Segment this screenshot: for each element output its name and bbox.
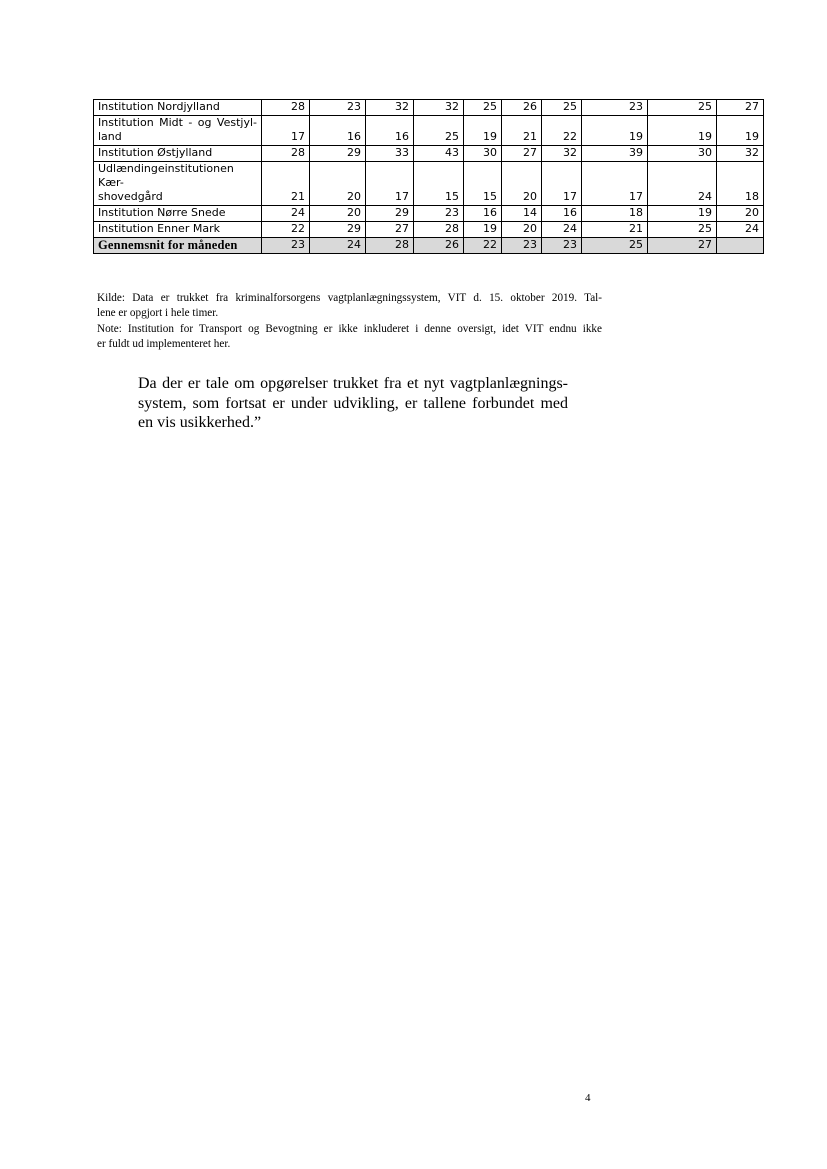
table-cell: 33 [366, 146, 414, 162]
table-cell: 19 [464, 116, 502, 146]
table-cell: 30 [648, 146, 717, 162]
table-cell [717, 238, 764, 254]
table-cell: 15 [414, 162, 464, 206]
table-cell: 24 [648, 162, 717, 206]
table-cell: 25 [414, 116, 464, 146]
average-label: Gennemsnit for måneden [94, 238, 262, 254]
table-cell: 19 [464, 222, 502, 238]
table-row [94, 146, 764, 162]
table-cell: 39 [582, 146, 648, 162]
institution-name: Udlændingeinstitutionen Kær- shovedgård [94, 162, 262, 206]
table-cell: 17 [582, 162, 648, 206]
table-cell: 25 [648, 100, 717, 116]
data-table [93, 99, 764, 254]
institution-name: Institution Nordjylland [94, 100, 262, 116]
table-cell: 28 [414, 222, 464, 238]
table-cell: 17 [262, 116, 310, 146]
table-cell: 27 [717, 100, 764, 116]
table-cell: 19 [582, 116, 648, 146]
table-cell: 28 [262, 146, 310, 162]
table-cell: 19 [648, 116, 717, 146]
table-cell: 23 [414, 206, 464, 222]
table-cell: 28 [262, 100, 310, 116]
table-cell: 24 [717, 222, 764, 238]
quote-text: Da der er tale om opgørelser trukket fra et nyt vagtplanlægnings- system, som fortsat er under udvikling, er tallene forbundet med en vis usikkerhed.” [138, 375, 568, 431]
table-cell: 16 [464, 206, 502, 222]
table-row [94, 100, 764, 116]
source-note: Kilde: Data er trukket fra kriminalforsorgens vagtplanlægningssystem, VIT d. 15. oktober 2019. Tal- lene er opgjort i hele timer. [97, 292, 602, 320]
table-cell: 27 [648, 238, 717, 254]
institution-name: Institution Østjylland [94, 146, 262, 162]
table-cell: 20 [502, 162, 542, 206]
table-cell: 24 [262, 206, 310, 222]
table-cell: 20 [310, 162, 366, 206]
table-cell: 17 [366, 162, 414, 206]
table-cell: 23 [582, 100, 648, 116]
table-cell: 25 [582, 238, 648, 254]
table-cell: 32 [542, 146, 582, 162]
table-cell: 20 [717, 206, 764, 222]
table-cell: 18 [582, 206, 648, 222]
table-cell: 17 [542, 162, 582, 206]
table-cell: 25 [542, 100, 582, 116]
table-cell: 27 [366, 222, 414, 238]
table-cell: 21 [502, 116, 542, 146]
institution-name: Institution Nørre Snede [94, 206, 262, 222]
table-cell: 24 [542, 222, 582, 238]
table-cell: 25 [648, 222, 717, 238]
quote-block [138, 374, 568, 433]
table-cell: 29 [310, 222, 366, 238]
table-row [94, 162, 764, 206]
table-notes [97, 291, 602, 352]
average-row [94, 238, 764, 254]
table-row [94, 222, 764, 238]
table-cell: 29 [366, 206, 414, 222]
table-cell: 20 [310, 206, 366, 222]
table-cell: 20 [502, 222, 542, 238]
table-cell: 14 [502, 206, 542, 222]
table-cell: 22 [262, 222, 310, 238]
table-cell: 21 [262, 162, 310, 206]
table-cell: 23 [542, 238, 582, 254]
table-cell: 23 [310, 100, 366, 116]
exclusion-note: Note: Institution for Transport og Bevogtning er ikke inkluderet i denne oversigt, idet VIT endnu ikke er fuldt ud implementeret her. [97, 322, 602, 350]
table-cell: 16 [310, 116, 366, 146]
table-cell: 19 [717, 116, 764, 146]
table-row [94, 116, 764, 146]
table-cell: 18 [717, 162, 764, 206]
table-cell: 28 [366, 238, 414, 254]
table-cell: 23 [262, 238, 310, 254]
table-cell: 32 [366, 100, 414, 116]
table-cell: 22 [464, 238, 502, 254]
table-cell: 21 [582, 222, 648, 238]
page-number: 4 [585, 1092, 591, 1104]
table-cell: 22 [542, 116, 582, 146]
table-cell: 29 [310, 146, 366, 162]
table-cell: 25 [464, 100, 502, 116]
institution-name: Institution Enner Mark [94, 222, 262, 238]
table-row [94, 206, 764, 222]
table-cell: 24 [310, 238, 366, 254]
table-cell: 16 [366, 116, 414, 146]
table-cell: 26 [502, 100, 542, 116]
table-cell: 15 [464, 162, 502, 206]
table-cell: 19 [648, 206, 717, 222]
table-cell: 26 [414, 238, 464, 254]
table-cell: 32 [414, 100, 464, 116]
table-cell: 27 [502, 146, 542, 162]
institution-name: Institution Midt - og Vestjyl- land [94, 116, 262, 146]
table-cell: 30 [464, 146, 502, 162]
table-cell: 43 [414, 146, 464, 162]
table-cell: 23 [502, 238, 542, 254]
table-cell: 16 [542, 206, 582, 222]
table-cell: 32 [717, 146, 764, 162]
